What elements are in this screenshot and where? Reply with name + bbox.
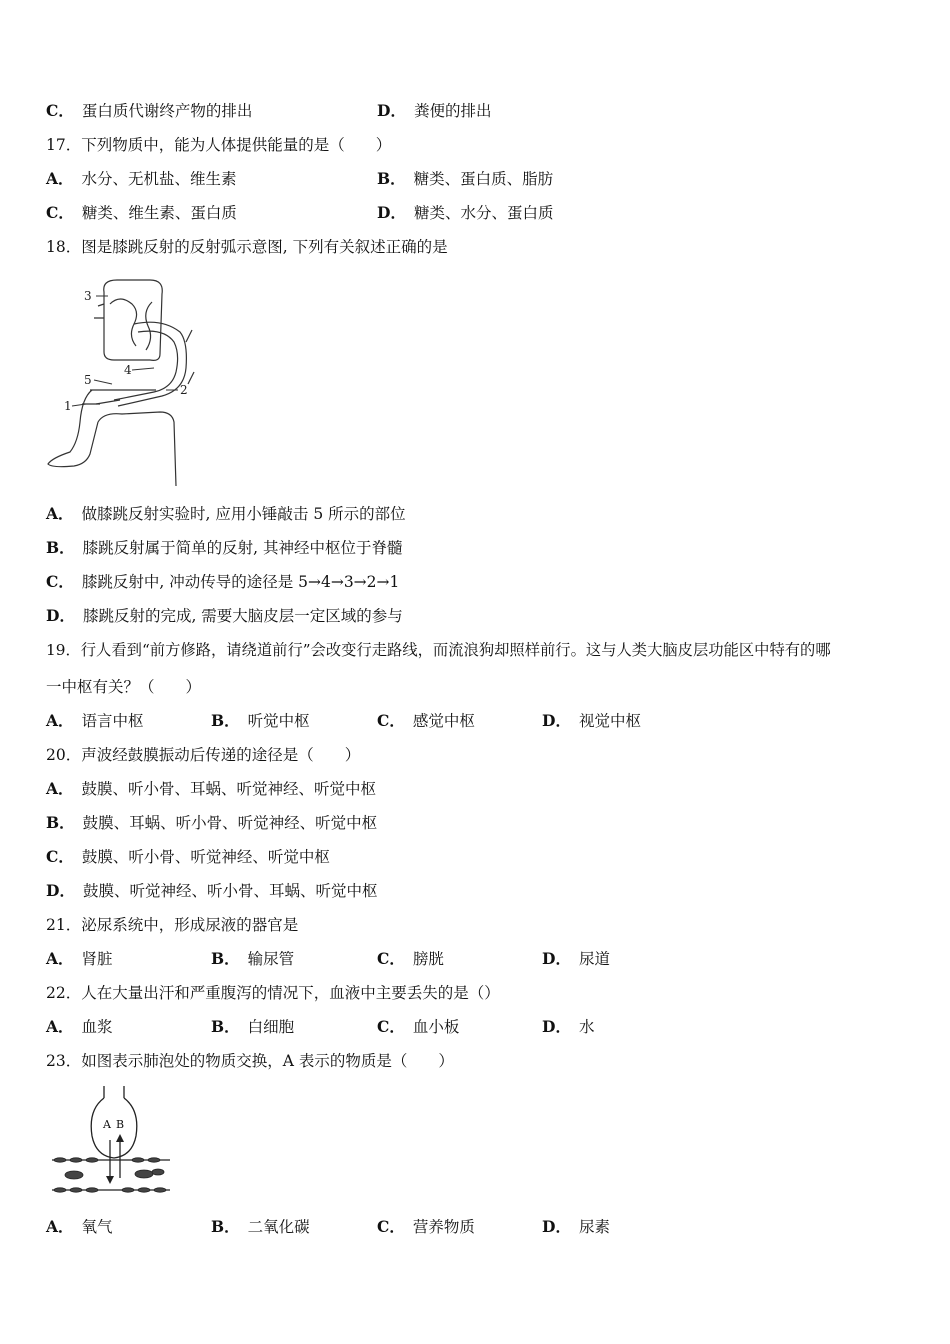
q20-option-b[interactable]: B． 鼓膜、耳蜗、听小骨、听觉神经、听觉中枢 <box>46 813 378 832</box>
q20-option-c[interactable]: C． 鼓膜、听小骨、听觉神经、听觉中枢 <box>46 847 330 866</box>
q17-option-b[interactable]: B． 糖类、蛋白质、脂肪 <box>377 169 554 188</box>
option-d[interactable]: D． 粪便的排出 <box>377 101 492 120</box>
question-17-stem: 17．下列物质中，能为人体提供能量的是（ ） <box>46 136 392 154</box>
label-1: 1 <box>64 399 72 413</box>
q23-option-a[interactable]: A． 氧气 <box>46 1217 113 1236</box>
q22-option-b[interactable]: B． 白细胞 <box>211 1017 295 1036</box>
question-18-stem: 18．图是膝跳反射的反射弧示意图, 下列有关叙述正确的是 <box>46 238 448 256</box>
q18-option-d[interactable]: D． 膝跳反射的完成, 需要大脑皮层一定区域的参与 <box>46 606 403 625</box>
q23-option-d[interactable]: D． 尿素 <box>542 1217 610 1236</box>
question-19-stem-line2: 一中枢有关？（ ） <box>46 678 202 696</box>
q19-option-d[interactable]: D． 视觉中枢 <box>542 711 641 730</box>
q21-option-b[interactable]: B． 输尿管 <box>211 949 295 968</box>
label-5: 5 <box>84 373 92 387</box>
q21-option-a[interactable]: A． 肾脏 <box>46 949 113 968</box>
q18-option-b[interactable]: B． 膝跳反射属于简单的反射, 其神经中枢位于脊髓 <box>46 538 403 557</box>
q19-option-c[interactable]: C． 感觉中枢 <box>377 711 475 730</box>
knee-jerk-reflex-arc-figure <box>42 272 222 487</box>
q18-option-c[interactable]: C． 膝跳反射中, 冲动传导的途径是 5→4→3→2→1 <box>46 572 400 591</box>
question-21-stem: 21．泌尿系统中，形成尿液的器官是 <box>46 916 299 934</box>
q18-option-a[interactable]: A． 做膝跳反射实验时, 应用小锤敲击 5 所示的部位 <box>46 504 406 523</box>
q21-option-d[interactable]: D． 尿道 <box>542 949 610 968</box>
label-2: 2 <box>180 383 188 397</box>
alveolus-gas-exchange-figure <box>48 1086 176 1200</box>
q22-option-d[interactable]: D． 水 <box>542 1017 595 1036</box>
option-c[interactable]: C． 蛋白质代谢终产物的排出 <box>46 101 253 120</box>
label-b: B <box>116 1118 125 1131</box>
q20-option-d[interactable]: D． 鼓膜、听觉神经、听小骨、耳蜗、听觉中枢 <box>46 881 378 900</box>
q23-option-c[interactable]: C． 营养物质 <box>377 1217 475 1236</box>
label-3: 3 <box>84 289 92 303</box>
q21-option-c[interactable]: C． 膀胱 <box>377 949 444 968</box>
q19-option-b[interactable]: B． 听觉中枢 <box>211 711 310 730</box>
q22-option-c[interactable]: C． 血小板 <box>377 1017 460 1036</box>
question-19-stem-line1: 19．行人看到“前方修路，请绕道前行”会改变行走路线，而流浪狗却照样前行。这与人类大脑皮层功能区中特有的哪 <box>46 641 831 659</box>
label-4: 4 <box>124 363 132 377</box>
q17-option-d[interactable]: D． 糖类、水分、蛋白质 <box>377 203 554 222</box>
q23-option-b[interactable]: B． 二氧化碳 <box>211 1217 310 1236</box>
q17-option-a[interactable]: A． 水分、无机盐、维生素 <box>46 169 237 188</box>
q17-option-c[interactable]: C． 糖类、维生素、蛋白质 <box>46 203 237 222</box>
q22-option-a[interactable]: A． 血浆 <box>46 1017 113 1036</box>
q19-option-a[interactable]: A． 语言中枢 <box>46 711 144 730</box>
question-23-stem: 23．如图表示肺泡处的物质交换，A 表示的物质是（ ） <box>46 1052 454 1070</box>
label-a: A <box>103 1118 111 1131</box>
question-22-stem: 22．人在大量出汗和严重腹泻的情况下，血液中主要丢失的是（） <box>46 984 500 1002</box>
question-20-stem: 20．声波经鼓膜振动后传递的途径是（ ） <box>46 746 361 764</box>
q20-option-a[interactable]: A． 鼓膜、听小骨、耳蜗、听觉神经、听觉中枢 <box>46 779 377 798</box>
